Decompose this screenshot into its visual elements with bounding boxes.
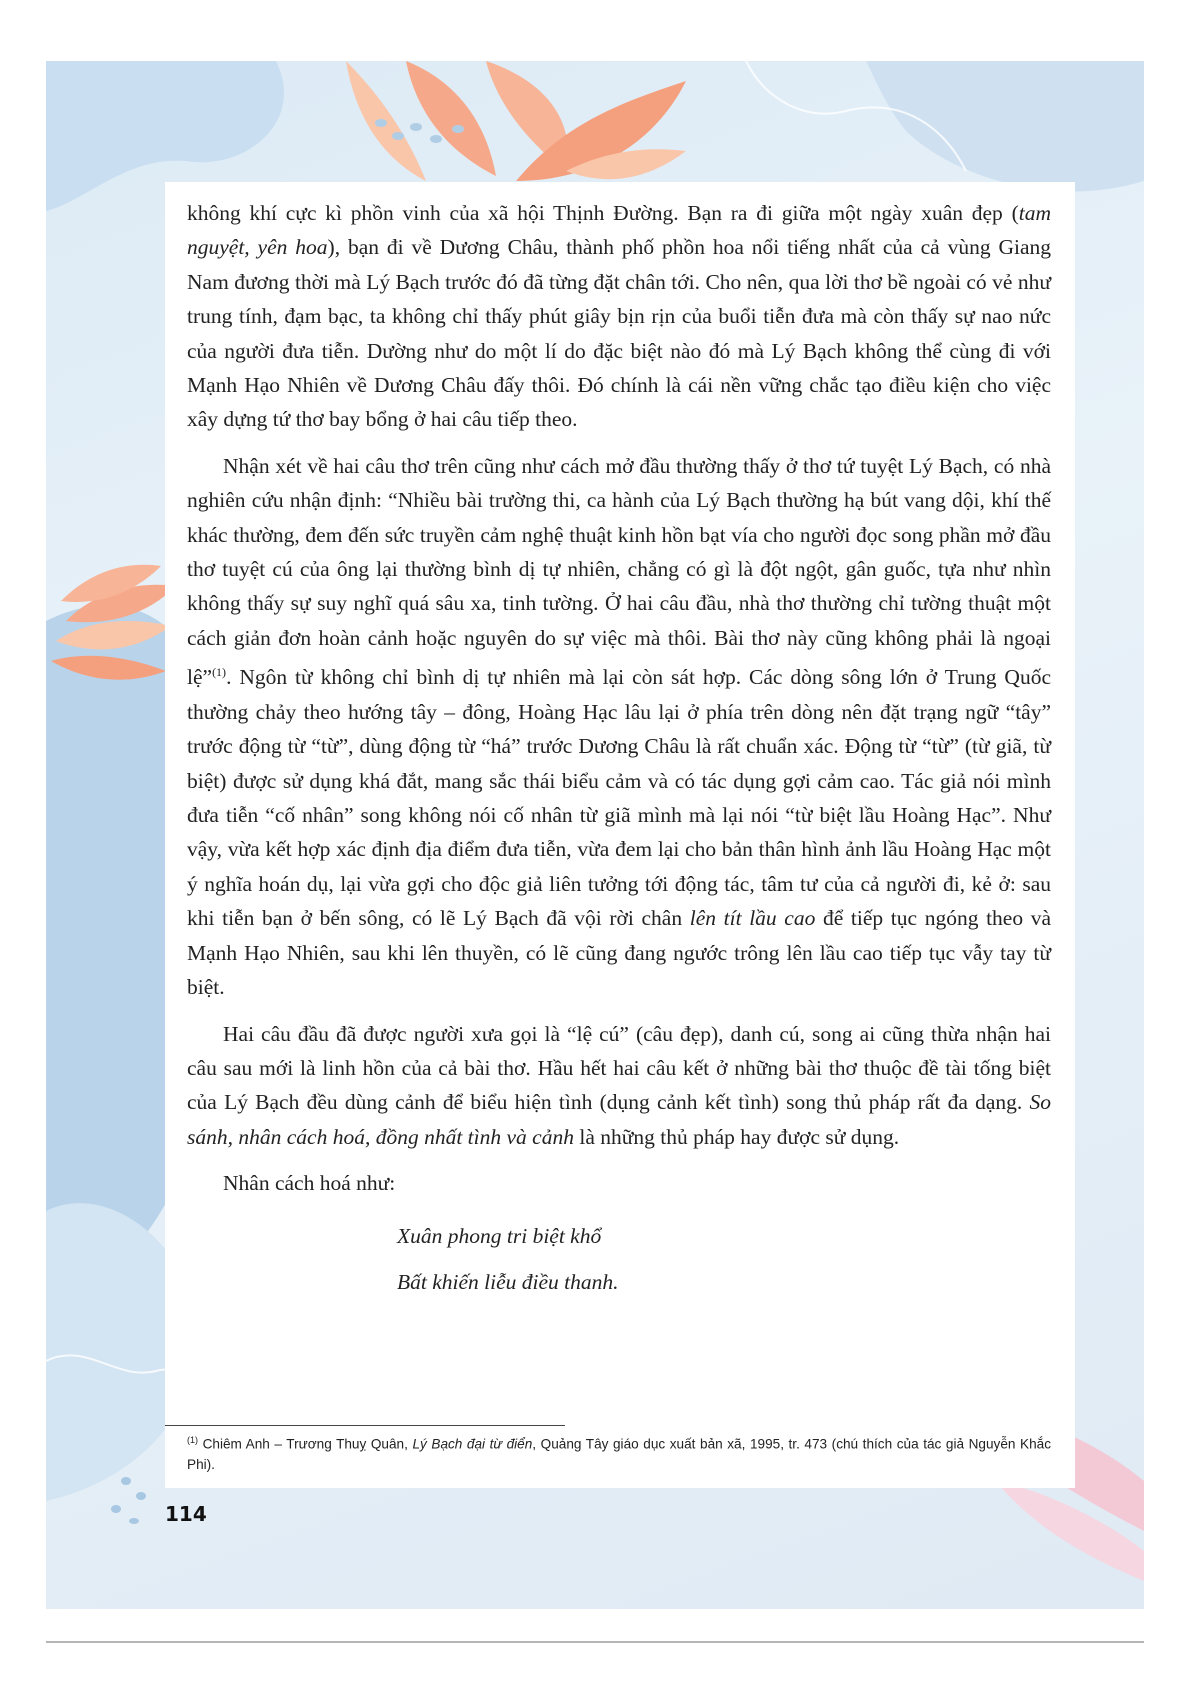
footnote-divider bbox=[165, 1425, 565, 1426]
italic-span: Lý Bạch đại từ điển bbox=[412, 1436, 533, 1452]
text-span: là những thủ pháp hay được sử dụng. bbox=[573, 1124, 900, 1149]
italic-span: So sánh, nhân cách hoá, đồng nhất tình và cảnh bbox=[187, 1090, 1051, 1149]
paragraph bbox=[187, 1017, 1051, 1155]
text-span: ), bạn đi về Dương Châu, thành phố phồn hoa nổi tiếng nhất của cả vùng Giang Nam đương thời mà Lý Bạch trước đó đã từng đặt chân tới. Cho nên, qua lời thơ bề ngoài có vẻ như trung tính, đạm bạc, ta không chỉ thấy phút giây bịn rịn của buổi tiễn đưa mà còn thấy sự nao nức của người đưa tiễn. Dường như do một lí do đặc biệt nào đó mà Lý Bạch không thể cùng đi với Mạnh Hạo Nhiên về Dương Châu đấy thôi. Đó chính là cái nền vững chắc tạo điều kiện cho việc xây dựng tứ thơ bay bổng ở hai câu tiếp theo. bbox=[187, 235, 1051, 432]
text-span: , Quảng Tây giáo dục xuất bản xã, 1995, tr. 473 (chú thích của tác giả Nguyễn Khắc Phi). bbox=[187, 1436, 1052, 1472]
text-span: Chiêm Anh – Trương Thuỵ Quân, bbox=[198, 1436, 413, 1452]
footnote bbox=[187, 1430, 1051, 1475]
italic-span: tam nguyệt, yên hoa bbox=[187, 201, 1051, 260]
text-span: Nhân cách hoá như: bbox=[223, 1171, 396, 1196]
paragraph bbox=[187, 449, 1051, 1005]
petal-top-2 bbox=[406, 61, 496, 176]
text-span: Nhận xét về hai câu thơ trên cũng như cách mở đầu thường thấy ở thơ tứ tuyệt Lý Bạch, có nhà nghiên cứu nhận định: “Nhiều bài trường thi, ca hành của Lý Bạch thường hạ bút vang dội, khí thế khác thường, đem đến sức truyền cảm nghệ thuật kinh hồn bạt vía cho người đọc song phần mở đầu thơ tuyệt cú của ông lại thường bình dị tự nhiên, chẳng có gì là đột ngột, gân guốc, tựa như nhìn không thấy sự suy nghĩ quá sâu xa, tinh tường. Ở hai câu đầu, nhà thơ thường chỉ tường thuật một cách giản đơn hoàn cảnh hoặc nguyên do sự việc mà thôi. Bài thơ này cũng không phải là ngoại lệ” bbox=[187, 453, 1051, 690]
dots-bottom-left bbox=[111, 1477, 146, 1524]
poem-line: Xuân phong tri biệt khổ bbox=[397, 1223, 602, 1248]
poem-line: Bất khiến liễu điều thanh. bbox=[397, 1269, 619, 1294]
text-span: Hai câu đầu đã được người xưa gọi là “lệ cú” (câu đẹp), danh cú, song ai cũng thừa nhận hai câu sau mới là linh hồn của cả bài thơ. Hầu hết hai câu kết ở những bài thơ thuộc đề tài tống biệt của Lý Bạch đều dùng cảnh để biểu hiện tình (dụng cảnh kết tình) song thủ pháp rất đa dạng. bbox=[187, 1021, 1051, 1115]
text-span: để tiếp tục ngóng theo và Mạnh Hạo Nhiên, sau khi lên thuyền, có lẽ cũng đang ngước trông lên lầu cao tiếp tục vẫy tay từ biệt. bbox=[187, 906, 1052, 1000]
page-number: 114 bbox=[165, 1502, 207, 1526]
blue-blob-top-right bbox=[866, 61, 1144, 191]
paragraph bbox=[187, 1166, 1051, 1200]
bottom-divider bbox=[46, 1641, 1144, 1643]
footnote-marker: (1) bbox=[187, 1435, 198, 1445]
paragraph bbox=[187, 196, 1051, 437]
italic-span: lên tít lầu cao bbox=[689, 906, 816, 931]
footnote-ref: (1) bbox=[212, 665, 227, 680]
text-span: không khí cực kì phồn vinh của xã hội Thịnh Đường. Bạn ra đi giữa một ngày xuân đẹp ( bbox=[187, 201, 1019, 225]
poem-quote bbox=[397, 1213, 1051, 1305]
body-text bbox=[187, 196, 1051, 1305]
text-span: . Ngôn từ không chỉ bình dị tự nhiên mà lại còn sát hợp. Các dòng sông lớn ở Trung Quốc thường chảy theo hướng tây – đông, Hoàng Hạc lâu lại ở phía trên dòng nên đặt trạng ngữ “tây” trước động từ “từ”, dùng động từ “há” trước Dương Châu là rất chuẩn xác. Động từ “từ” (từ giã, từ biệt) được sử dụng khá đắt, mang sắc thái biểu cảm và có tác dụng gợi cảm cao. Tác giả nói mình đưa tiễn “cố nhân” song không nói cố nhân từ giã mình mà lại nói “từ biệt lầu Hoàng Hạc”. Như vậy, vừa kết hợp xác định địa điểm đưa tiễn, vừa đem lại cho bản thân hình ảnh lầu Hoàng Hạc một ý nghĩa hoán dụ, lại vừa gợi cho độc giả liên tưởng tới động tác, tâm tư của cả người đi, kẻ ở: sau khi tiễn bạn ở bến sông, có lẽ Lý Bạch đã vội rời chân bbox=[187, 665, 1051, 931]
